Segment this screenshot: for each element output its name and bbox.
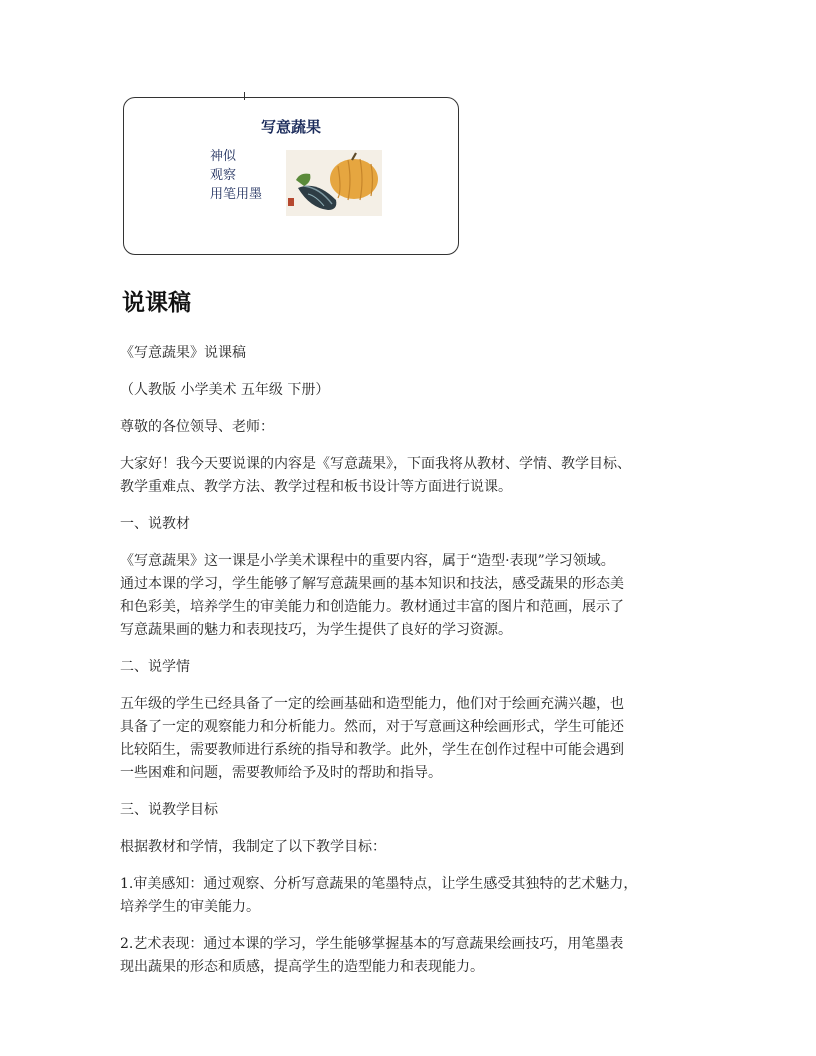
goal-item-1 bbox=[120, 873, 710, 919]
page-heading: 说课稿 bbox=[122, 290, 191, 316]
text-line: 尊敬的各位领导、老师： bbox=[120, 419, 274, 435]
text-line: 三、说教学目标 bbox=[120, 802, 218, 818]
text-line: 教学重难点、教学方法、教学过程和板书设计等方面进行说课。 bbox=[120, 479, 512, 495]
text-line: 具备了一定的观察能力和分析能力。然而，对于写意画这种绘画形式，学生可能还 bbox=[120, 719, 624, 735]
text-line: 《写意蔬果》这一课是小学美术课程中的重要内容，属于“造型·表现”学习领域。 bbox=[120, 553, 615, 569]
board-keyword: 用笔用墨 bbox=[210, 187, 263, 202]
text-line: 和色彩美，培养学生的审美能力和创造能力。教材通过丰富的图片和范画，展示了 bbox=[120, 599, 624, 615]
text-line: 1.审美感知：通过观察、分析写意蔬果的笔墨特点，让学生感受其独特的艺术魅力， bbox=[120, 876, 638, 892]
text-line: 一、说教材 bbox=[120, 516, 190, 532]
text-line: 通过本课的学习，学生能够了解写意蔬果画的基本知识和技法，感受蔬果的形态美 bbox=[120, 576, 624, 592]
text-line: 根据教材和学情，我制定了以下教学目标： bbox=[120, 839, 386, 855]
blackboard-design-box bbox=[123, 97, 459, 255]
section-heading-students bbox=[120, 656, 710, 679]
goals-intro-line bbox=[120, 836, 710, 859]
board-keyword: 观察 bbox=[210, 168, 237, 183]
text-line: 大家好！我今天要说课的内容是《写意蔬果》，下面我将从教材、学情、教学目标、 bbox=[120, 456, 631, 472]
textbook-info-line bbox=[120, 379, 710, 402]
text-line: 一些困难和问题，需要教师给予及时的帮助和指导。 bbox=[120, 765, 442, 781]
text-line: （人教版 小学美术 五年级 下册） bbox=[120, 382, 330, 398]
section-heading-goals bbox=[120, 799, 710, 822]
text-line: 比较陌生，需要教师进行系统的指导和教学。此外，学生在创作过程中可能会遇到 bbox=[120, 742, 624, 758]
section-heading-textbook bbox=[120, 513, 710, 536]
text-line: 写意蔬果画的魅力和表现技巧，为学生提供了良好的学习资源。 bbox=[120, 622, 512, 638]
text-line: 现出蔬果的形态和质感，提高学生的造型能力和表现能力。 bbox=[120, 959, 484, 975]
text-line: 五年级的学生已经具备了一定的绘画基础和造型能力，他们对于绘画充满兴趣，也 bbox=[120, 696, 624, 712]
board-keyword-list bbox=[210, 147, 262, 204]
board-title: 写意蔬果 bbox=[260, 118, 321, 136]
document-title-line bbox=[120, 342, 710, 365]
students-paragraph bbox=[120, 693, 710, 785]
board-keyword: 神似 bbox=[210, 149, 237, 164]
intro-paragraph bbox=[120, 453, 710, 499]
vegetable-painting-image bbox=[286, 150, 382, 216]
greeting-line bbox=[120, 416, 710, 439]
board-tab-mark bbox=[244, 92, 245, 100]
text-line: 《写意蔬果》说课稿 bbox=[120, 345, 246, 361]
speech-body bbox=[120, 342, 710, 979]
text-line: 培养学生的审美能力。 bbox=[120, 899, 260, 915]
text-line: 二、说学情 bbox=[120, 659, 190, 675]
text-line: 2.艺术表现：通过本课的学习，学生能够掌握基本的写意蔬果绘画技巧，用笔墨表 bbox=[120, 936, 624, 952]
textbook-paragraph bbox=[120, 550, 710, 642]
goal-item-2 bbox=[120, 933, 710, 979]
